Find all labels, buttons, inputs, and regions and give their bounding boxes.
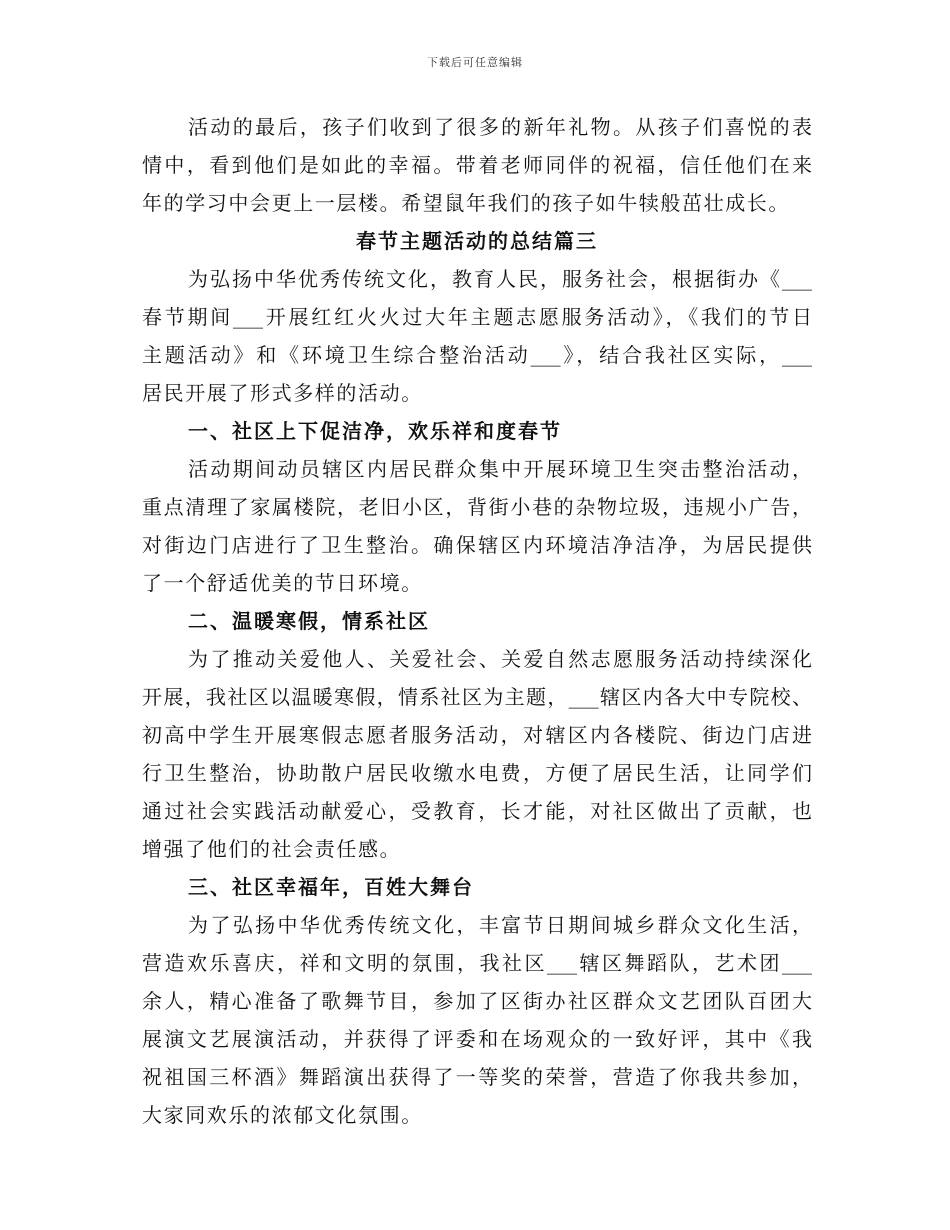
paragraph-line: 活动期间动员辖区内居民群众集中开展环境卫生突击整治活动， <box>188 457 812 481</box>
paragraph-line: 主题活动》和《环境卫生综合整治活动___》，结合我社区实际，___ <box>142 343 812 367</box>
paragraph-line: 初高中学生开展寒假志愿者服务活动，对辖区内各楼院、街边门店进 <box>142 723 812 747</box>
paragraph-line: 为弘扬中华优秀传统文化，教育人民，服务社会，根据街办《___ <box>188 267 812 291</box>
paragraph-line: 开展，我社区以温暖寒假，情系社区为主题，___辖区内各大中专院校、 <box>142 685 812 709</box>
paragraph-line: 春节期间___开展红红火火过大年主题志愿服务活动》，《我们的节日 <box>142 305 812 329</box>
paragraph-line: 为了推动关爱他人、关爱社会、关爱自然志愿服务活动持续深化 <box>188 647 812 671</box>
paragraph-line: 展演文艺展演活动，并获得了评委和在场观众的一致好评，其中《我 <box>142 1027 812 1051</box>
subheading-3: 三、社区幸福年，百姓大舞台 <box>188 875 474 899</box>
paragraph-line: 为了弘扬中华优秀传统文化，丰富节日期间城乡群众文化生活， <box>188 913 812 937</box>
paragraph-line: 情中，看到他们是如此的幸福。带着老师同伴的祝福，信任他们在来 <box>142 153 812 177</box>
paragraph-line: 居民开展了形式多样的活动。 <box>142 381 423 405</box>
page-header: 下载后可任意编辑 <box>427 56 523 69</box>
subheading-1: 一、社区上下促洁净，欢乐祥和度春节 <box>188 419 562 443</box>
paragraph-line: 增强了他们的社会责任感。 <box>142 837 402 861</box>
paragraph-line: 营造欢乐喜庆，祥和文明的氛围，我社区___辖区舞蹈队，艺术团___ <box>142 951 812 975</box>
paragraph-line: 对街边门店进行了卫生整治。确保辖区内环境洁净洁净，为居民提供 <box>142 533 812 557</box>
paragraph-line: 通过社会实践活动献爱心，受教育，长才能，对社区做出了贡献，也 <box>142 799 812 823</box>
paragraph-line: 年的学习中会更上一层楼。希望鼠年我们的孩子如牛犊般茁壮成长。 <box>142 191 790 215</box>
document-body <box>142 108 812 1134</box>
paragraph-line: 活动的最后，孩子们收到了很多的新年礼物。从孩子们喜悦的表 <box>188 115 812 139</box>
paragraph-line: 行卫生整治，协助散户居民收缴水电费，方便了居民生活，让同学们 <box>142 761 812 785</box>
paragraph-line: 了一个舒适优美的节日环境。 <box>142 571 423 595</box>
paragraph-line: 重点清理了家属楼院，老旧小区，背街小巷的杂物垃圾，违规小广告， <box>142 495 812 519</box>
paragraph-line: 余人，精心准备了歌舞节目，参加了区街办社区群众文艺团队百团大 <box>142 989 812 1013</box>
section-title: 春节主题活动的总结篇三 <box>356 229 598 253</box>
paragraph-line: 祝祖国三杯酒》舞蹈演出获得了一等奖的荣誉，营造了你我共参加， <box>142 1065 812 1089</box>
subheading-2: 二、温暖寒假，情系社区 <box>188 609 430 633</box>
paragraph-line: 大家同欢乐的浓郁文化氛围。 <box>142 1103 423 1127</box>
